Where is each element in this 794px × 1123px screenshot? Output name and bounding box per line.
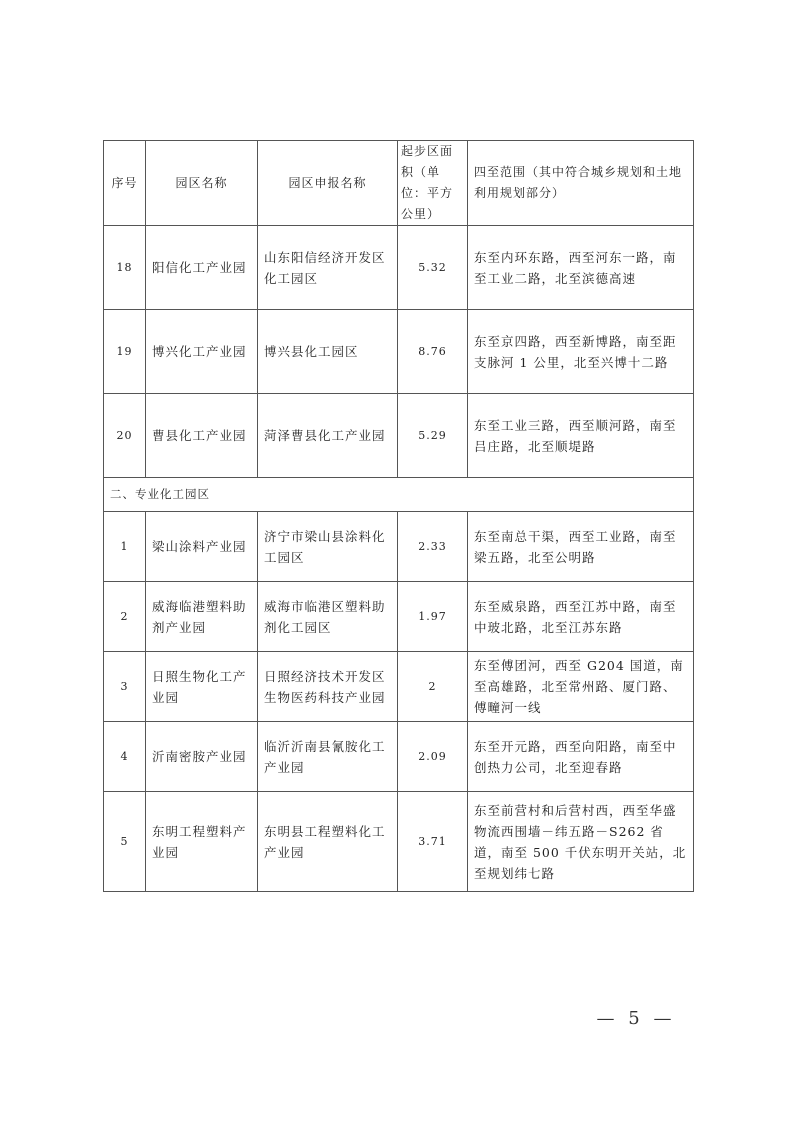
row-boundary: 东至威泉路，西至江苏中路，南至中玻北路，北至江苏东路: [468, 582, 694, 652]
row-boundary: 东至开元路，西至向阳路，南至中创热力公司，北至迎春路: [468, 722, 694, 792]
table-header-row: [104, 141, 694, 226]
row-boundary: 东至南总干渠，西至工业路，南至梁五路，北至公明路: [468, 512, 694, 582]
table-row: [104, 652, 694, 722]
table-row: [104, 792, 694, 892]
row-park-name: 阳信化工产业园: [146, 226, 258, 310]
row-area: 1.97: [398, 582, 468, 652]
row-park-name: 博兴化工产业园: [146, 310, 258, 394]
header-area: 起步区面积（单位：平方公里）: [398, 141, 468, 226]
row-declared-name: 威海市临港区塑料助剂化工园区: [258, 582, 398, 652]
row-index: 2: [104, 582, 146, 652]
row-boundary: 东至傅团河，西至 G204 国道，南至高雄路，北至常州路、厦门路、傅疃河一线: [468, 652, 694, 722]
chemical-parks-table: [103, 140, 694, 892]
row-area: 5.32: [398, 226, 468, 310]
row-index: 4: [104, 722, 146, 792]
row-declared-name: 博兴县化工园区: [258, 310, 398, 394]
row-park-name: 日照生物化工产业园: [146, 652, 258, 722]
row-park-name: 东明工程塑料产业园: [146, 792, 258, 892]
row-declared-name: 济宁市梁山县涂料化工园区: [258, 512, 398, 582]
row-boundary: 东至京四路，西至新博路，南至距支脉河 1 公里，北至兴博十二路: [468, 310, 694, 394]
row-area: 2.09: [398, 722, 468, 792]
header-declared-name: 园区申报名称: [258, 141, 398, 226]
row-declared-name: 菏泽曹县化工产业园: [258, 394, 398, 478]
row-declared-name: 山东阳信经济开发区化工园区: [258, 226, 398, 310]
section-row: [104, 478, 694, 512]
row-declared-name: 东明县工程塑料化工产业园: [258, 792, 398, 892]
row-park-name: 梁山涂料产业园: [146, 512, 258, 582]
row-index: 19: [104, 310, 146, 394]
section-title: 二、专业化工园区: [104, 478, 694, 512]
row-boundary: 东至工业三路，西至顺河路，南至吕庄路，北至顺堤路: [468, 394, 694, 478]
row-declared-name: 日照经济技术开发区生物医药科技产业园: [258, 652, 398, 722]
row-declared-name: 临沂沂南县氰胺化工产业园: [258, 722, 398, 792]
header-boundary: 四至范围（其中符合城乡规划和土地利用规划部分）: [468, 141, 694, 226]
row-area: 5.29: [398, 394, 468, 478]
header-index: 序号: [104, 141, 146, 226]
row-index: 1: [104, 512, 146, 582]
table-row: [104, 310, 694, 394]
table-row: [104, 582, 694, 652]
row-park-name: 威海临港塑料助剂产业园: [146, 582, 258, 652]
row-area: 8.76: [398, 310, 468, 394]
row-park-name: 曹县化工产业园: [146, 394, 258, 478]
table-row: [104, 394, 694, 478]
row-boundary: 东至内环东路，西至河东一路，南至工业二路，北至滨德高速: [468, 226, 694, 310]
row-index: 18: [104, 226, 146, 310]
row-index: 20: [104, 394, 146, 478]
row-index: 3: [104, 652, 146, 722]
page-number: — 5 —: [596, 1008, 676, 1029]
row-park-name: 沂南密胺产业园: [146, 722, 258, 792]
row-area: 3.71: [398, 792, 468, 892]
header-park-name: 园区名称: [146, 141, 258, 226]
table-row: [104, 722, 694, 792]
row-area: 2: [398, 652, 468, 722]
row-boundary: 东至前营村和后营村西，西至华盛物流西围墙－纬五路－S262 省道，南至 500 千伏东明开关站，北至规划纬七路: [468, 792, 694, 892]
row-area: 2.33: [398, 512, 468, 582]
row-index: 5: [104, 792, 146, 892]
table-row: [104, 512, 694, 582]
table-row: [104, 226, 694, 310]
